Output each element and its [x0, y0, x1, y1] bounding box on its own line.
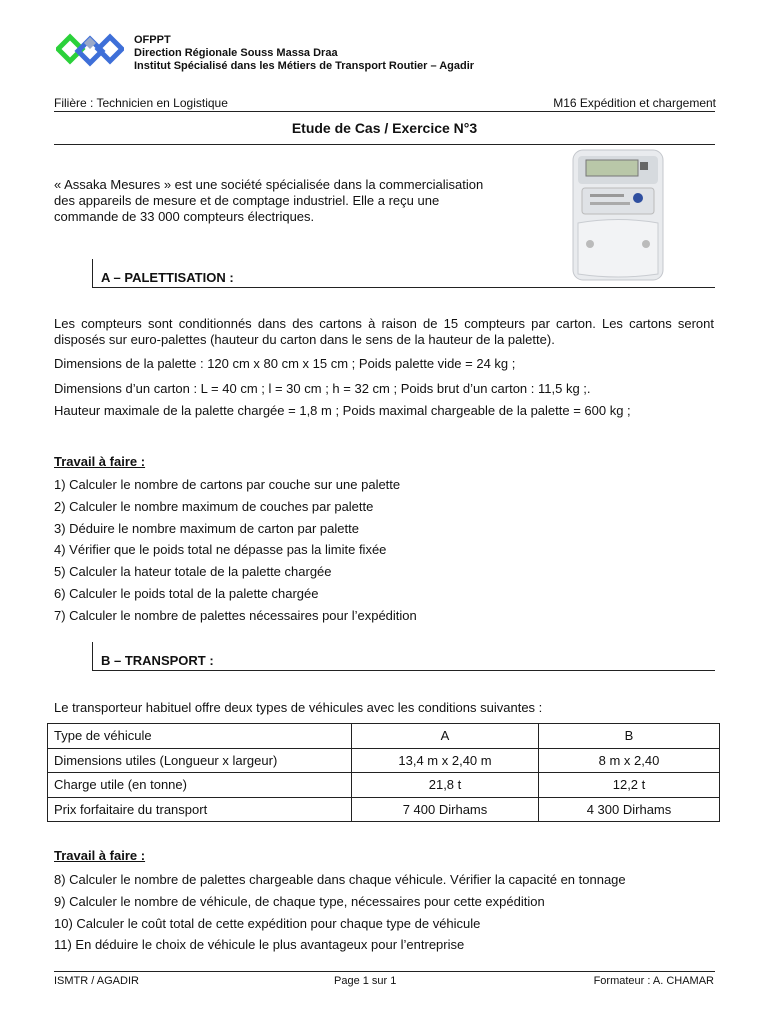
vehicle-table	[47, 723, 720, 822]
table-row	[48, 748, 720, 773]
task-5: 5) Calculer la hateur totale de la palette chargée	[54, 564, 332, 580]
task-8: 8) Calculer le nombre de palettes chargeable dans chaque véhicule. Vérifier la capacité en tonnage	[54, 872, 626, 887]
section-a-paragraph-2: Dimensions de la palette : 120 cm x 80 cm x 15 cm ; Poids palette vide = 24 kg ;	[54, 356, 516, 371]
table-cell: Dimensions utiles (Longueur x largeur)	[48, 748, 352, 773]
table-row	[48, 797, 720, 822]
section-a-paragraph-1: Les compteurs sont conditionnés dans des cartons à raison de 15 compteurs par carton. Les cartons seront disposés sur euro-palettes (hauteur du carton dans le sens de la hauteur de la palette).	[54, 316, 714, 347]
footer-right: Formateur : A. CHAMAR	[593, 975, 714, 987]
table-cell: 21,8 t	[352, 773, 539, 798]
direction-name: Direction Régionale Souss Massa Draa	[134, 47, 338, 59]
page-title: Etude de Cas / Exercice N°3	[291, 120, 478, 136]
section-b-task-list	[54, 872, 626, 959]
filiere-label: Filière : Technicien en Logistique	[54, 96, 228, 110]
header-block	[134, 34, 474, 73]
footer-page-number: Page 1 sur 1	[334, 975, 397, 987]
table-cell: 8 m x 2,40	[539, 748, 720, 773]
task-2: 2) Calculer le nombre maximum de couches par palette	[54, 498, 374, 514]
footer-left: ISMTR / AGADIR	[54, 975, 139, 987]
org-name: OFPPT	[134, 34, 171, 46]
table-header-cell: B	[539, 724, 720, 749]
section-a-title: A – PALETTISATION :	[101, 270, 234, 285]
intro-paragraph: « Assaka Mesures » est une société spécialisée dans la commercialisation des appareils de mesure et de comptage industriel. Elle a reçu une commande de 33 000 compteurs électriques.	[54, 177, 484, 224]
ofppt-logo	[56, 33, 124, 73]
table-header-cell: Type de véhicule	[48, 724, 352, 749]
section-a-header	[92, 259, 715, 288]
table-cell: 4 300 Dirhams	[539, 797, 720, 822]
task-11: 11) En déduire le choix de véhicule le plus avantageux pour l’entreprise	[54, 937, 465, 953]
task-7: 7) Calculer le nombre de palettes nécessaires pour l’expédition	[54, 607, 417, 623]
table-cell: 13,4 m x 2,40 m	[352, 748, 539, 773]
table-header-cell: A	[352, 724, 539, 749]
title-rule	[54, 144, 715, 145]
institute-name: Institut Spécialisé dans les Métiers de Transport Routier – Agadir	[134, 60, 475, 72]
section-b-travail-label: Travail à faire :	[54, 848, 146, 863]
table-cell: Prix forfaitaire du transport	[48, 797, 352, 822]
section-a-task-list	[54, 477, 417, 630]
task-6: 6) Calculer le poids total de la palette chargée	[54, 585, 319, 601]
footer-rule	[54, 971, 715, 972]
section-b-header	[92, 642, 715, 671]
section-b-intro: Le transporteur habituel offre deux types de véhicules avec les conditions suivantes :	[54, 700, 543, 715]
table-cell: 12,2 t	[539, 773, 720, 798]
section-a-travail-label: Travail à faire :	[54, 454, 146, 469]
module-label: M16 Expédition et chargement	[553, 96, 716, 110]
table-cell: 7 400 Dirhams	[352, 797, 539, 822]
table-cell: Charge utile (en tonne)	[48, 773, 352, 798]
task-4: 4) Vérifier que le poids total ne dépasse pas la limite fixée	[54, 542, 387, 558]
section-a-paragraph-3: Dimensions d’un carton : L = 40 cm ; l = 30 cm ; h = 32 cm ; Poids brut d’un carton : 11,5 kg ;.	[54, 381, 591, 396]
task-9: 9) Calculer le nombre de véhicule, de chaque type, nécessaires pour cette expédition	[54, 893, 545, 909]
table-row	[48, 773, 720, 798]
task-10: 10) Calculer le coût total de cette expédition pour chaque type de véhicule	[54, 915, 481, 931]
section-b-title: B – TRANSPORT :	[101, 653, 214, 668]
header-rule	[54, 111, 715, 112]
section-a-paragraph-4: Hauteur maximale de la palette chargée = 1,8 m ; Poids maximal chargeable de la palette = 600 kg ;	[54, 403, 631, 418]
task-1: 1) Calculer le nombre de cartons par couche sur une palette	[54, 477, 401, 492]
table-header-row	[48, 724, 720, 749]
task-3: 3) Déduire le nombre maximum de carton par palette	[54, 520, 359, 536]
